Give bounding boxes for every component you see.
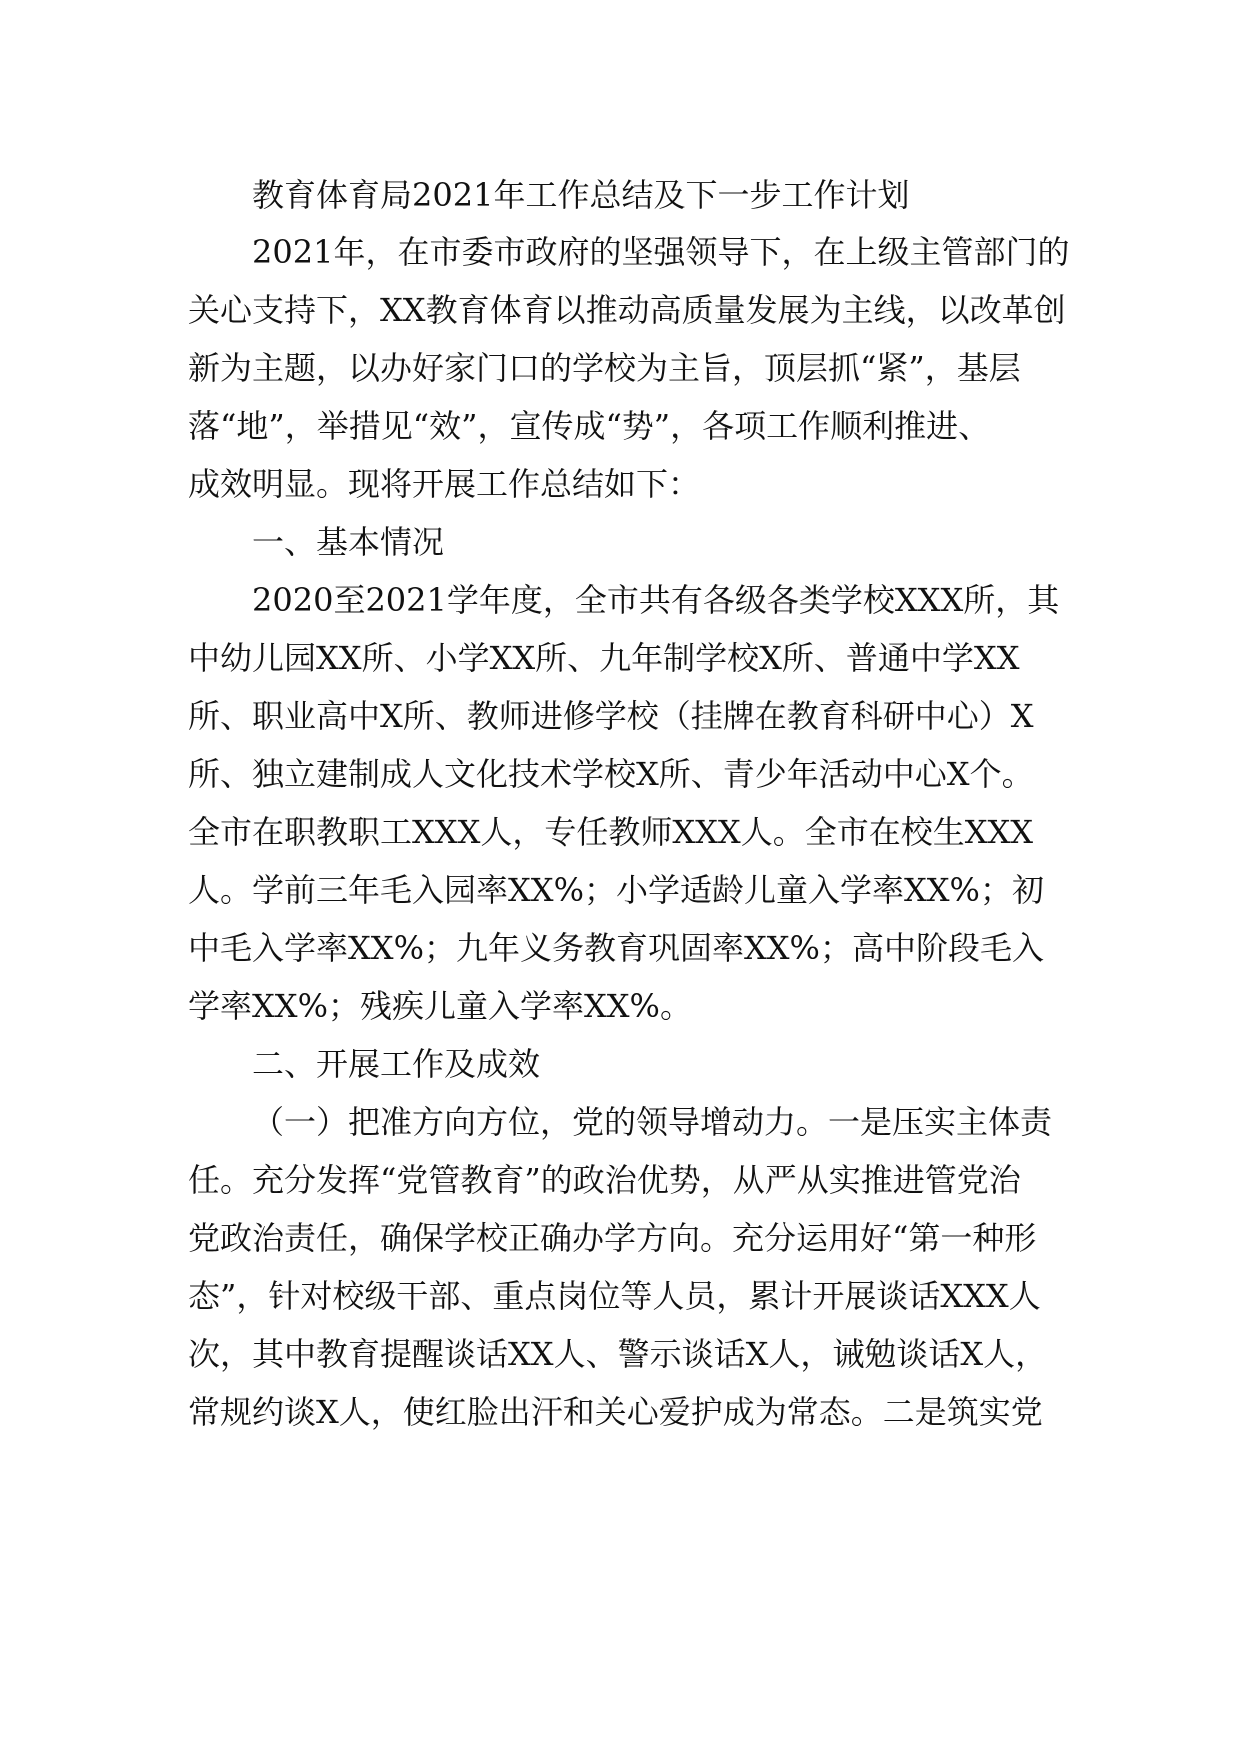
paragraph-line: 学率XX%；残疾儿童入学率XX%。 [188,987,692,1025]
section-heading: 一、基本情况 [252,523,445,561]
paragraph-line: 中毛入学率XX%；九年义务教育巩固率XX%；高中阶段毛入 [188,929,1044,967]
paragraph-line: 任。充分发挥“党管教育”的政治优势，从严从实推进管党治 [188,1161,1021,1199]
paragraph-line: 2021年，在市委市政府的坚强领导下，在上级主管部门的 [252,233,1070,271]
paragraph-line: 中幼儿园XX所、小学XX所、九年制学校X所、普通中学XX [188,639,1020,677]
paragraph-line: 落“地”，举措见“效”，宣传成“势”，各项工作顺利推进、 [188,407,991,445]
paragraph-line: 2020至2021学年度，全市共有各级各类学校XXX所，其 [252,581,1060,619]
document-title: 教育体育局2021年工作总结及下一步工作计划 [252,176,910,214]
paragraph-line: 新为主题，以办好家门口的学校为主旨，顶层抓“紧”，基层 [188,349,1021,387]
paragraph-line: 所、独立建制成人文化技术学校X所、青少年活动中心X个。 [188,755,1034,793]
paragraph-line: 常规约谈X人，使红脸出汗和关心爱护成为常态。二是筑实党 [188,1393,1043,1431]
paragraph-line: 全市在职教职工XXX人，专任教师XXX人。全市在校生XXX [188,813,1034,851]
paragraph-line: 态”，针对校级干部、重点岗位等人员，累计开展谈话XXX人 [188,1277,1041,1315]
paragraph-line: 人。学前三年毛入园率XX%；小学适龄儿童入学率XX%；初 [188,871,1044,909]
paragraph-line: 次，其中教育提醒谈话XX人、警示谈话X人，诫勉谈话X人， [188,1335,1048,1373]
section-heading: 二、开展工作及成效 [252,1045,541,1083]
paragraph-line: 所、职业高中X所、教师进修学校（挂牌在教育科研中心）X [188,697,1034,735]
paragraph-line: 关心支持下，XX教育体育以推动高质量发展为主线，以改革创 [188,291,1066,329]
paragraph-line: 成效明显。现将开展工作总结如下： [188,465,701,503]
paragraph-line: （一）把准方向方位，党的领导增动力。一是压实主体责 [252,1103,1053,1141]
paragraph-line: 党政治责任，确保学校正确办学方向。充分运用好“第一种形 [188,1219,1037,1257]
